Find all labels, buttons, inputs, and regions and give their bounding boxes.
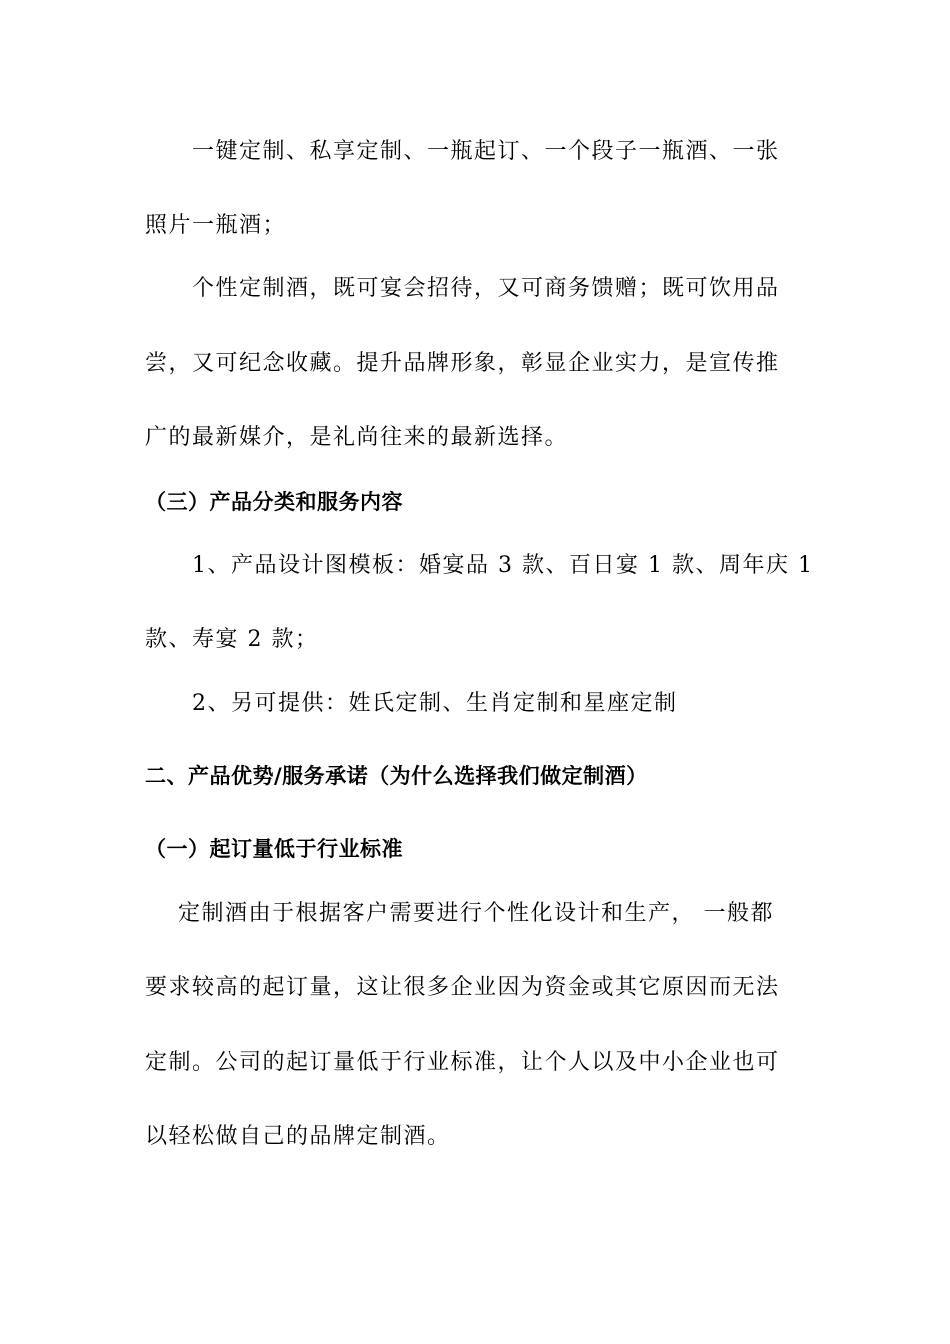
paragraph-line: 要求较高的起订量，这让很多企业因为资金或其它原因而无法	[145, 975, 780, 1000]
paragraph-line: 一键定制、私享定制、一瓶起订、一个段子一瓶酒、一张	[192, 139, 780, 164]
list-item-continuation: 款、寿宴 2 款；	[145, 627, 319, 652]
list-item: 1、产品设计图模板：婚宴品 3 款、百日宴 1 款、周年庆 1	[192, 553, 814, 578]
paragraph-line: 以轻松做自己的品牌定制酒。	[145, 1124, 451, 1149]
paragraph-line: 定制。公司的起订量低于行业标准，让个人以及中小企业也可	[145, 1050, 780, 1075]
list-item: 2、另可提供：姓氏定制、生肖定制和星座定制	[192, 691, 678, 716]
subsection-heading: （三）产品分类和服务内容	[145, 490, 403, 514]
section-heading: 二、产品优势/服务承诺（为什么选择我们做定制酒）	[145, 764, 648, 788]
paragraph-line: 广的最新媒介，是礼尚往来的最新选择。	[145, 425, 569, 450]
paragraph-line: 尝，又可纪念收藏。提升品牌形象，彰显企业实力，是宣传推	[145, 351, 780, 376]
paragraph-line: 定制酒由于根据客户需要进行个性化设计和生产， 一般都	[178, 901, 774, 926]
paragraph-line: 个性定制酒，既可宴会招待，又可商务馈赠；既可饮用品	[192, 276, 780, 301]
paragraph-line: 照片一瓶酒；	[145, 213, 287, 238]
subsection-heading: （一）起订量低于行业标准	[145, 837, 403, 861]
